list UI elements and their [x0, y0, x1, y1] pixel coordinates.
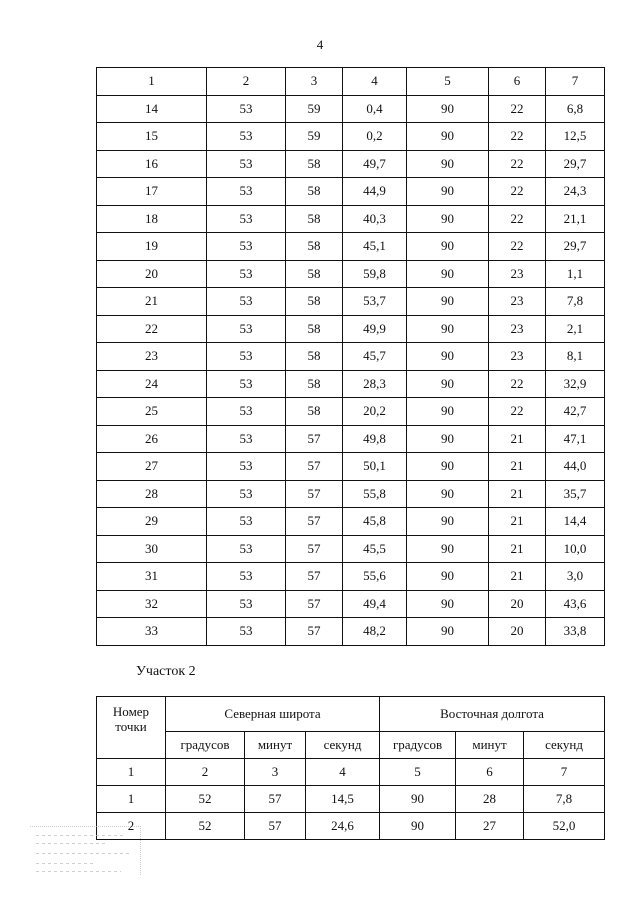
table-row — [97, 205, 605, 233]
table-row — [97, 480, 605, 508]
table-cell: 58 — [286, 315, 343, 343]
subheader-cell: минут — [456, 732, 524, 759]
table-cell: 90 — [407, 233, 489, 261]
table-cell: 53 — [207, 563, 286, 591]
table-cell: 57 — [286, 535, 343, 563]
table-cell: 57 — [245, 813, 306, 840]
table-row — [97, 425, 605, 453]
table-cell: 53 — [207, 178, 286, 206]
table-cell: 25 — [97, 398, 207, 426]
table-cell: 22 — [489, 370, 546, 398]
table-cell: 21 — [489, 480, 546, 508]
table-cell: 2,1 — [546, 315, 605, 343]
table-cell: 48,2 — [343, 618, 407, 646]
table-row — [97, 453, 605, 481]
table-cell: 2 — [166, 759, 245, 786]
table-cell: 14 — [97, 95, 207, 123]
table-cell: 22 — [97, 315, 207, 343]
table-cell: 58 — [286, 150, 343, 178]
table-cell: 23 — [489, 343, 546, 371]
table-row — [97, 508, 605, 536]
table-cell: 90 — [407, 453, 489, 481]
table-cell: 21 — [489, 453, 546, 481]
table-cell: 58 — [286, 233, 343, 261]
table-cell: 2 — [97, 813, 166, 840]
table-cell: 53 — [207, 150, 286, 178]
table-cell: 57 — [286, 508, 343, 536]
table-row — [97, 563, 605, 591]
subheader-cell: градусов — [380, 732, 456, 759]
table-cell: 53 — [207, 480, 286, 508]
table-cell: 32 — [97, 590, 207, 618]
table-row — [97, 288, 605, 316]
table-row — [97, 786, 605, 813]
table-cell: 29 — [97, 508, 207, 536]
table-cell: 90 — [380, 813, 456, 840]
table-cell: 90 — [407, 260, 489, 288]
table-cell: 5 — [380, 759, 456, 786]
table-cell: 57 — [245, 786, 306, 813]
table-cell: 52,0 — [524, 813, 605, 840]
table-cell: 55,6 — [343, 563, 407, 591]
table-cell: 29,7 — [546, 233, 605, 261]
table-cell: 21 — [489, 535, 546, 563]
table-cell: 90 — [407, 123, 489, 151]
table-row — [97, 315, 605, 343]
table-cell: 57 — [286, 480, 343, 508]
table-cell: 90 — [407, 535, 489, 563]
table-cell: 33,8 — [546, 618, 605, 646]
table-cell: 44,0 — [546, 453, 605, 481]
table-cell: 58 — [286, 205, 343, 233]
table-cell: 55,8 — [343, 480, 407, 508]
column-number-row — [97, 68, 605, 96]
table-row — [97, 343, 605, 371]
table-cell: 24,3 — [546, 178, 605, 206]
table-cell: 53 — [207, 398, 286, 426]
table-cell: 57 — [286, 563, 343, 591]
table-cell: 5 — [407, 68, 489, 96]
table-cell: 28 — [97, 480, 207, 508]
table-cell: 6 — [456, 759, 524, 786]
table-cell: 90 — [407, 315, 489, 343]
table-cell: 3 — [245, 759, 306, 786]
table-cell: 58 — [286, 178, 343, 206]
table-cell: 29,7 — [546, 150, 605, 178]
table-cell: 6,8 — [546, 95, 605, 123]
table-cell: 90 — [407, 343, 489, 371]
table-cell: 27 — [456, 813, 524, 840]
table-cell: 57 — [286, 590, 343, 618]
table-cell: 47,1 — [546, 425, 605, 453]
table-cell: 26 — [97, 425, 207, 453]
table-cell: 90 — [407, 508, 489, 536]
table-cell: 42,7 — [546, 398, 605, 426]
table-cell: 59 — [286, 123, 343, 151]
table-row — [97, 535, 605, 563]
table-cell: 59 — [286, 95, 343, 123]
table-cell: 40,3 — [343, 205, 407, 233]
table-cell: 90 — [407, 398, 489, 426]
coordinates-table-body — [97, 68, 605, 646]
table-cell: 17 — [97, 178, 207, 206]
table-cell: 3 — [286, 68, 343, 96]
table-cell: 7,8 — [546, 288, 605, 316]
table-row — [97, 150, 605, 178]
table-cell: 22 — [489, 205, 546, 233]
table-cell: 44,9 — [343, 178, 407, 206]
table-cell: 28,3 — [343, 370, 407, 398]
table-cell: 53 — [207, 618, 286, 646]
table-cell: 52 — [166, 813, 245, 840]
table-cell: 58 — [286, 370, 343, 398]
page-number: 4 — [316, 37, 324, 52]
table-cell: 53 — [207, 370, 286, 398]
table-cell: 0,2 — [343, 123, 407, 151]
table-cell: 49,9 — [343, 315, 407, 343]
subheader-cell: минут — [245, 732, 306, 759]
table-cell: 15 — [97, 123, 207, 151]
table-cell: 53 — [207, 123, 286, 151]
table-cell: 8,1 — [546, 343, 605, 371]
table-cell: 33 — [97, 618, 207, 646]
table-cell: 53 — [207, 425, 286, 453]
table-cell: 22 — [489, 95, 546, 123]
table-cell: 21 — [489, 508, 546, 536]
table-cell: 19 — [97, 233, 207, 261]
table-cell: 22 — [489, 398, 546, 426]
table-cell: 1 — [97, 68, 207, 96]
subheader-cell: секунд — [306, 732, 380, 759]
table-cell: 23 — [489, 315, 546, 343]
table-cell: 21 — [489, 425, 546, 453]
table-cell: 90 — [407, 178, 489, 206]
table-cell: 0,4 — [343, 95, 407, 123]
table-cell: 58 — [286, 288, 343, 316]
table-cell: 58 — [286, 343, 343, 371]
table-cell: 59,8 — [343, 260, 407, 288]
table-cell: 14,5 — [306, 786, 380, 813]
table-cell: 35,7 — [546, 480, 605, 508]
table-cell: 45,5 — [343, 535, 407, 563]
table-cell: 20 — [97, 260, 207, 288]
table-cell: 2 — [207, 68, 286, 96]
table-row — [97, 123, 605, 151]
table-cell: 31 — [97, 563, 207, 591]
column-number-row — [97, 759, 605, 786]
table-cell: 23 — [97, 343, 207, 371]
table-cell: 49,4 — [343, 590, 407, 618]
north-latitude-header: Северная широта — [166, 697, 380, 732]
section-2-coordinates-table — [96, 696, 605, 840]
table-cell: 22 — [489, 233, 546, 261]
table-cell: 52 — [166, 786, 245, 813]
table-cell: 53,7 — [343, 288, 407, 316]
table-cell: 12,5 — [546, 123, 605, 151]
table-cell: 28 — [456, 786, 524, 813]
table-row — [97, 398, 605, 426]
table-cell: 20 — [489, 590, 546, 618]
table-cell: 49,8 — [343, 425, 407, 453]
table-cell: 21,1 — [546, 205, 605, 233]
table-cell: 1 — [97, 786, 166, 813]
table-cell: 22 — [489, 178, 546, 206]
coordinates-table-continued — [96, 67, 605, 646]
table-cell: 53 — [207, 343, 286, 371]
table-row — [97, 370, 605, 398]
table-cell: 90 — [407, 370, 489, 398]
table-cell: 90 — [407, 618, 489, 646]
table-cell: 90 — [407, 288, 489, 316]
table-subheader-row — [97, 732, 605, 759]
table-row — [97, 95, 605, 123]
table-cell: 20,2 — [343, 398, 407, 426]
table-row — [97, 260, 605, 288]
table-header-row — [97, 697, 605, 732]
faded-stamp-mark — [30, 826, 141, 875]
table-cell: 57 — [286, 453, 343, 481]
table-cell: 43,6 — [546, 590, 605, 618]
table-cell: 53 — [207, 508, 286, 536]
table-cell: 18 — [97, 205, 207, 233]
table-cell: 1,1 — [546, 260, 605, 288]
table-cell: 6 — [489, 68, 546, 96]
table-cell: 53 — [207, 288, 286, 316]
table-cell: 90 — [407, 480, 489, 508]
table-cell: 58 — [286, 260, 343, 288]
east-longitude-header: Восточная долгота — [380, 697, 605, 732]
table-cell: 30 — [97, 535, 207, 563]
table-cell: 90 — [407, 590, 489, 618]
point-number-header: Номер точки — [97, 697, 166, 759]
table-cell: 24,6 — [306, 813, 380, 840]
table-row — [97, 233, 605, 261]
table-cell: 90 — [407, 563, 489, 591]
table-cell: 57 — [286, 425, 343, 453]
table-row — [97, 813, 605, 840]
table-cell: 16 — [97, 150, 207, 178]
table-cell: 27 — [97, 453, 207, 481]
table-row — [97, 618, 605, 646]
table-cell: 57 — [286, 618, 343, 646]
table-cell: 7 — [546, 68, 605, 96]
table-cell: 4 — [343, 68, 407, 96]
table-cell: 53 — [207, 205, 286, 233]
table-cell: 20 — [489, 618, 546, 646]
table-cell: 22 — [489, 123, 546, 151]
table-cell: 22 — [489, 150, 546, 178]
section-2-table-body — [97, 697, 605, 840]
table-cell: 3,0 — [546, 563, 605, 591]
table-cell: 23 — [489, 260, 546, 288]
table-cell: 49,7 — [343, 150, 407, 178]
table-cell: 45,7 — [343, 343, 407, 371]
table-cell: 24 — [97, 370, 207, 398]
table-cell: 23 — [489, 288, 546, 316]
table-cell: 53 — [207, 233, 286, 261]
table-cell: 90 — [380, 786, 456, 813]
table-cell: 53 — [207, 590, 286, 618]
table-cell: 90 — [407, 205, 489, 233]
table-row — [97, 590, 605, 618]
table-cell: 53 — [207, 453, 286, 481]
table-cell: 53 — [207, 315, 286, 343]
table-cell: 53 — [207, 95, 286, 123]
section-title: Участок 2 — [136, 664, 196, 679]
table-cell: 7 — [524, 759, 605, 786]
table-cell: 90 — [407, 425, 489, 453]
table-cell: 53 — [207, 260, 286, 288]
table-cell: 10,0 — [546, 535, 605, 563]
table-cell: 21 — [489, 563, 546, 591]
table-cell: 14,4 — [546, 508, 605, 536]
table-cell: 7,8 — [524, 786, 605, 813]
table-cell: 45,1 — [343, 233, 407, 261]
table-cell: 50,1 — [343, 453, 407, 481]
table-row — [97, 178, 605, 206]
table-cell: 53 — [207, 535, 286, 563]
subheader-cell: секунд — [524, 732, 605, 759]
table-cell: 1 — [97, 759, 166, 786]
table-cell: 32,9 — [546, 370, 605, 398]
table-cell: 4 — [306, 759, 380, 786]
table-cell: 90 — [407, 150, 489, 178]
table-cell: 21 — [97, 288, 207, 316]
subheader-cell: градусов — [166, 732, 245, 759]
table-cell: 45,8 — [343, 508, 407, 536]
table-cell: 58 — [286, 398, 343, 426]
table-cell: 90 — [407, 95, 489, 123]
